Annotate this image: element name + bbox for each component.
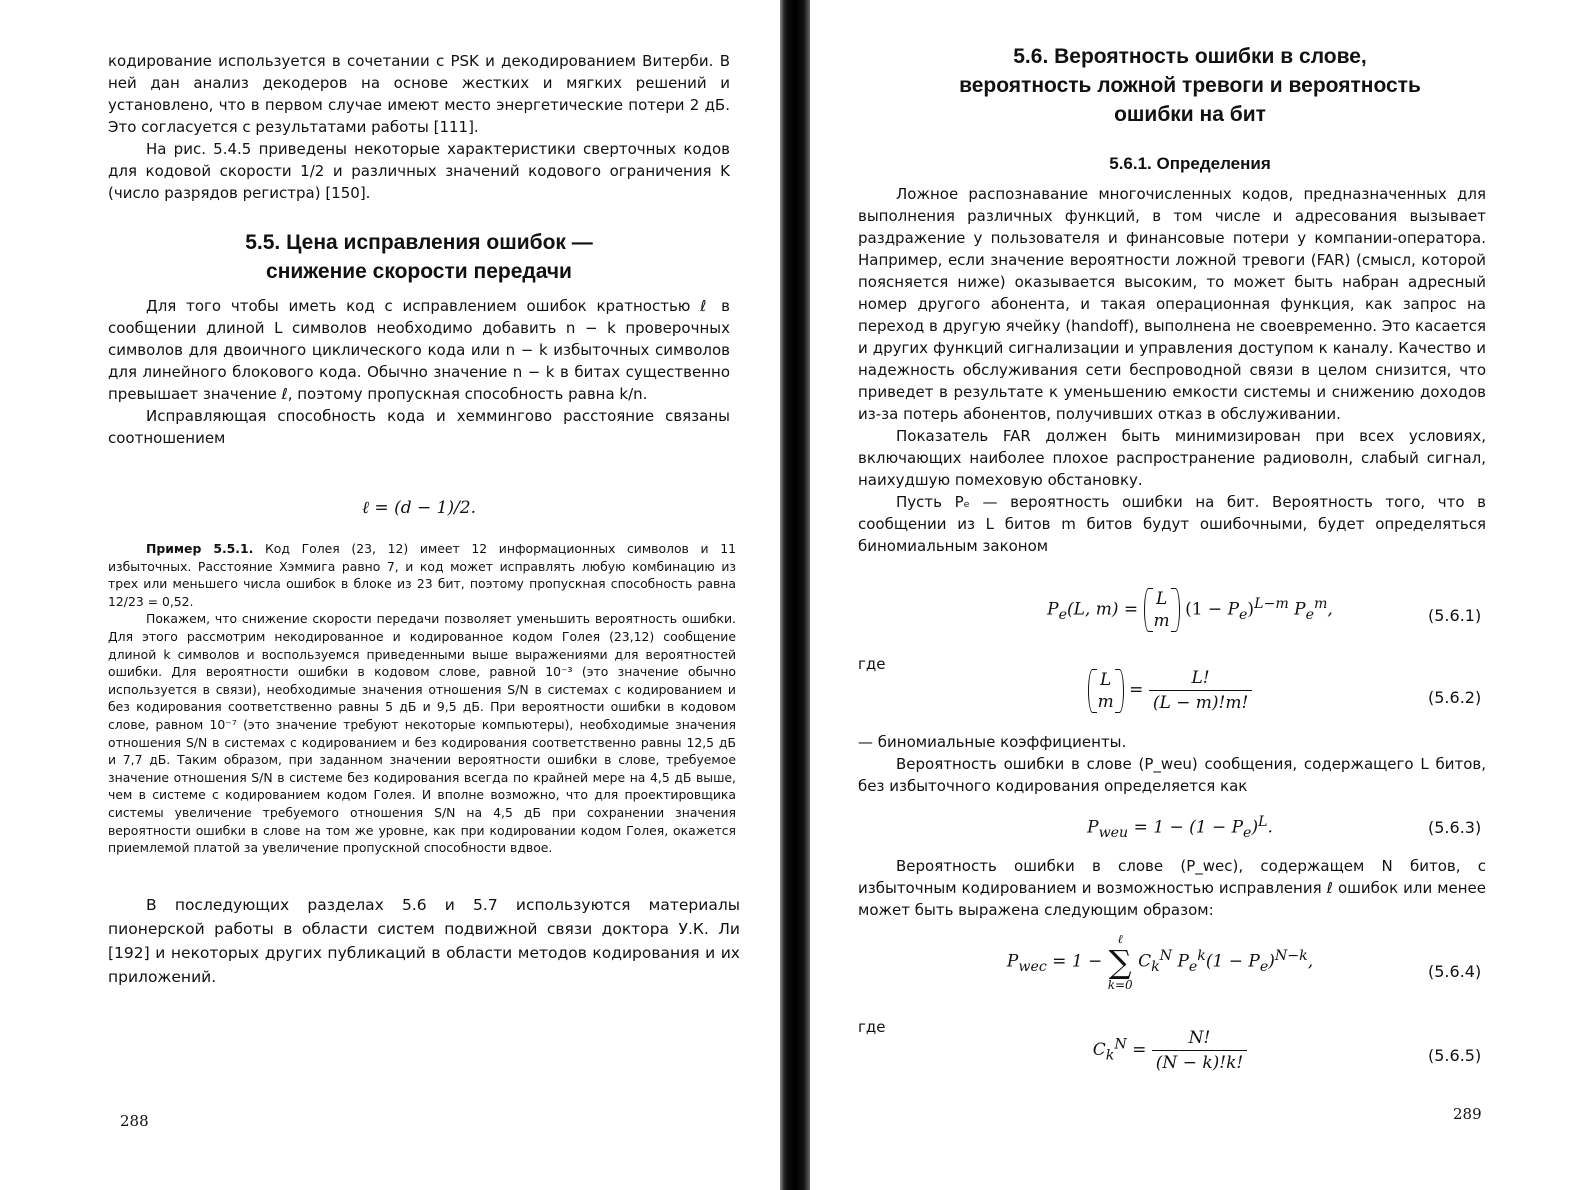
equation-number-5-6-5: (5.6.5)	[1428, 1046, 1482, 1065]
right-paragraph-5-block	[858, 855, 1486, 921]
subsection-title: 5.6.1. Определения	[1109, 154, 1271, 173]
equation-5-6-5: $C_k^N$ = $\frac{N!}{(N - k)!k!}$	[1080, 1028, 1260, 1073]
equation-number-5-6-4: (5.6.4)	[1428, 962, 1482, 981]
example-label: Пример 5.5.1.	[146, 541, 254, 556]
equation-5-6-1: $P_e(L$, m) = L m $(1 - P_e)^{L-m}$ $P_e^m$,	[1047, 589, 1333, 631]
equation-5-6-4: $P_{wec} = 1$ − ℓ ∑ k=0 $C_k^N$ $P_e^k(1 - P_e)^{N-k}$,	[1006, 932, 1314, 992]
right-page-number: 289	[1453, 1105, 1482, 1123]
right-paragraph-4: Вероятность ошибки в слове (P_weu) сообщения, содержащего L битов, без избыточного кодирования определяется как	[858, 755, 1486, 795]
left-paragraph-1: Для того чтобы иметь код с исправлением ошибок кратностью ℓ в сообщении длиной L символов необходимо добавить n − k проверочных символов для двоичного циклического кода или n − k избыточных символов для линейного блокового кода. Обычно значение n − k в битах существенно превышает значение ℓ, поэтому пропускная способность равна k/n.	[108, 297, 730, 403]
right-body	[858, 183, 1486, 557]
left-intro-paragraph-2: На рис. 5.4.5 приведены некоторые характеристики сверточных кодов для кодовой скорости 1/2 и различных значений кодового ограничения K (число разрядов регистра) [150].	[108, 140, 730, 202]
left-body	[108, 295, 730, 449]
left-intro-paragraph-1: кодирование используется в сочетании с PSK и декодированием Витерби. В ней дан анализ декодеров на основе жестких и мягких решений и установлено, что в первом случае имеют место энергетические потери 2 дБ. Это согласуется с результатами работы [111].	[108, 52, 730, 136]
right-page	[810, 0, 1587, 1190]
left-intro	[108, 50, 730, 204]
right-section-title-line-2: вероятность ложной тревоги и вероятность	[959, 74, 1421, 97]
equation-number-5-6-3: (5.6.3)	[1428, 818, 1482, 837]
left-section-title-line-1: 5.5. Цена исправления ошибок —	[245, 231, 593, 254]
right-paragraph-5: Вероятность ошибки в слове (P_wec), содержащем N битов, с избыточным кодированием и возможностью исправления ℓ ошибок или менее может быть выражена следующим образом:	[858, 857, 1486, 919]
left-page	[0, 0, 780, 1190]
where-label-1: где	[858, 655, 886, 673]
equation-number-5-6-1: (5.6.1)	[1428, 606, 1482, 625]
right-section-title-line-1: 5.6. Вероятность ошибки в слове,	[1013, 45, 1367, 68]
left-closing	[108, 893, 740, 989]
left-section-title	[108, 228, 730, 286]
left-paragraph-2: Исправляющая способность кода и хеммингово расстояние связаны соотношением	[108, 407, 730, 447]
example-block	[108, 540, 736, 857]
equation-number-5-6-2: (5.6.2)	[1428, 688, 1482, 707]
left-section-title-line-2: снижение скорости передачи	[266, 260, 572, 283]
right-section-title	[850, 42, 1530, 129]
book-spine	[780, 0, 810, 1190]
right-paragraph-1: Ложное распознавание многочисленных кодов, предназначенных для выполнения различных функций, в том числе и адресования вызывает раздражение у пользователя и финансовые потери у компании-оператора. Например, если значение вероятности ложной тревоги (FAR) (смысл, которой поясняется ниже) оказывается высоким, то может быть набран адресный номер другого абонента, и такая операционная функция, как запрос на переход в другую ячейку (handoff), выполнена не своевременно. Это касается и других функций сигнализации и управления доступом к каналу. Качество и надежность обслуживания сети беспроводной связи в целом снизится, что приведет в результате к уменьшению емкости системы и снижению доходов из-за потерь абонентов, получивших отказ в обслуживании.	[858, 185, 1486, 423]
equation-5-6-3: $P_{weu} = 1 - (1 - P_e)^L$.	[1087, 814, 1273, 842]
right-paragraph-3: Пусть Pₑ — вероятность ошибки на бит. Вероятность того, что в сообщении из L битов m битов будут ошибочными, будет определяться биномиальным законом	[858, 493, 1486, 555]
right-paragraph-2: Показатель FAR должен быть минимизирован при всех условиях, включающих наиболее плохое распространение радиоволн, слабый сигнал, наихудшую помеховую обстановку.	[858, 427, 1486, 489]
example-paragraph-2: Покажем, что снижение скорости передачи позволяет уменьшить вероятность ошибки. Для этого рассмотрим некодированное и кодированное кодом Голея (23,12) сообщение длиной k символов и воспользуемся приведенными выше выражениями для вероятностей ошибки. Для вероятности ошибки в кодовом слове, равной 10⁻³ (это значение обычно используется в связи), необходимые значения отношения S/N в системах с кодированием и без кодирования соответственно равны 5 дБ и 9,5 дБ. При вероятности ошибки в кодовом слове, равном 10⁻⁷ (это значение требуют некоторые компьютеры), необходимые значения отношения S/N в системах с кодированием и без кодирования соответственно равны 12,5 дБ и 7,7 дБ. Таким образом, при заданном значении вероятности ошибки в слове, требуемое значение отношения S/N в системе без кодирования всегда по крайней мере на 4,5 дБ выше, чем в системе с кодированием кодом Голея. И вполне возможно, что для проектировщика системы увеличение требуемого отношения S/N на 4,5 дБ при сохранении значения вероятности ошибки в слове на том же уровне, как при кодировании кодом Голея, окажется приемлемой платой за увеличение пропускной способности вдвое.	[108, 611, 736, 856]
right-paragraph-4-block	[858, 753, 1486, 797]
example-text: Код Голея (23, 12) имеет 12 информационных символов и 11 избыточных. Расстояние Хэммига равно 7, и код может исправлять любую комбинацию из трех или меньшего числа ошибок в блоке из 23 бит, поэтому пропускная способность равна 12/23 = 0,52.	[108, 541, 736, 609]
left-closing-paragraph: В последующих разделах 5.6 и 5.7 используются материалы пионерской работы в области систем подвижной связи доктора У.К. Ли [192] и некоторых других публикаций в области методов кодирования и их приложений.	[108, 896, 740, 986]
equation-5-6-2: L m = $\frac{L!}{(L - m)!m!}$	[1060, 668, 1280, 713]
hamming-formula: ℓ = (d − 1)/2.	[361, 498, 477, 518]
left-page-number: 288	[120, 1112, 149, 1130]
right-section-title-line-3: ошибки на бит	[1114, 103, 1266, 126]
binomial-note: — биномиальные коэффициенты.	[858, 733, 1127, 751]
where-label-2: где	[858, 1018, 886, 1036]
